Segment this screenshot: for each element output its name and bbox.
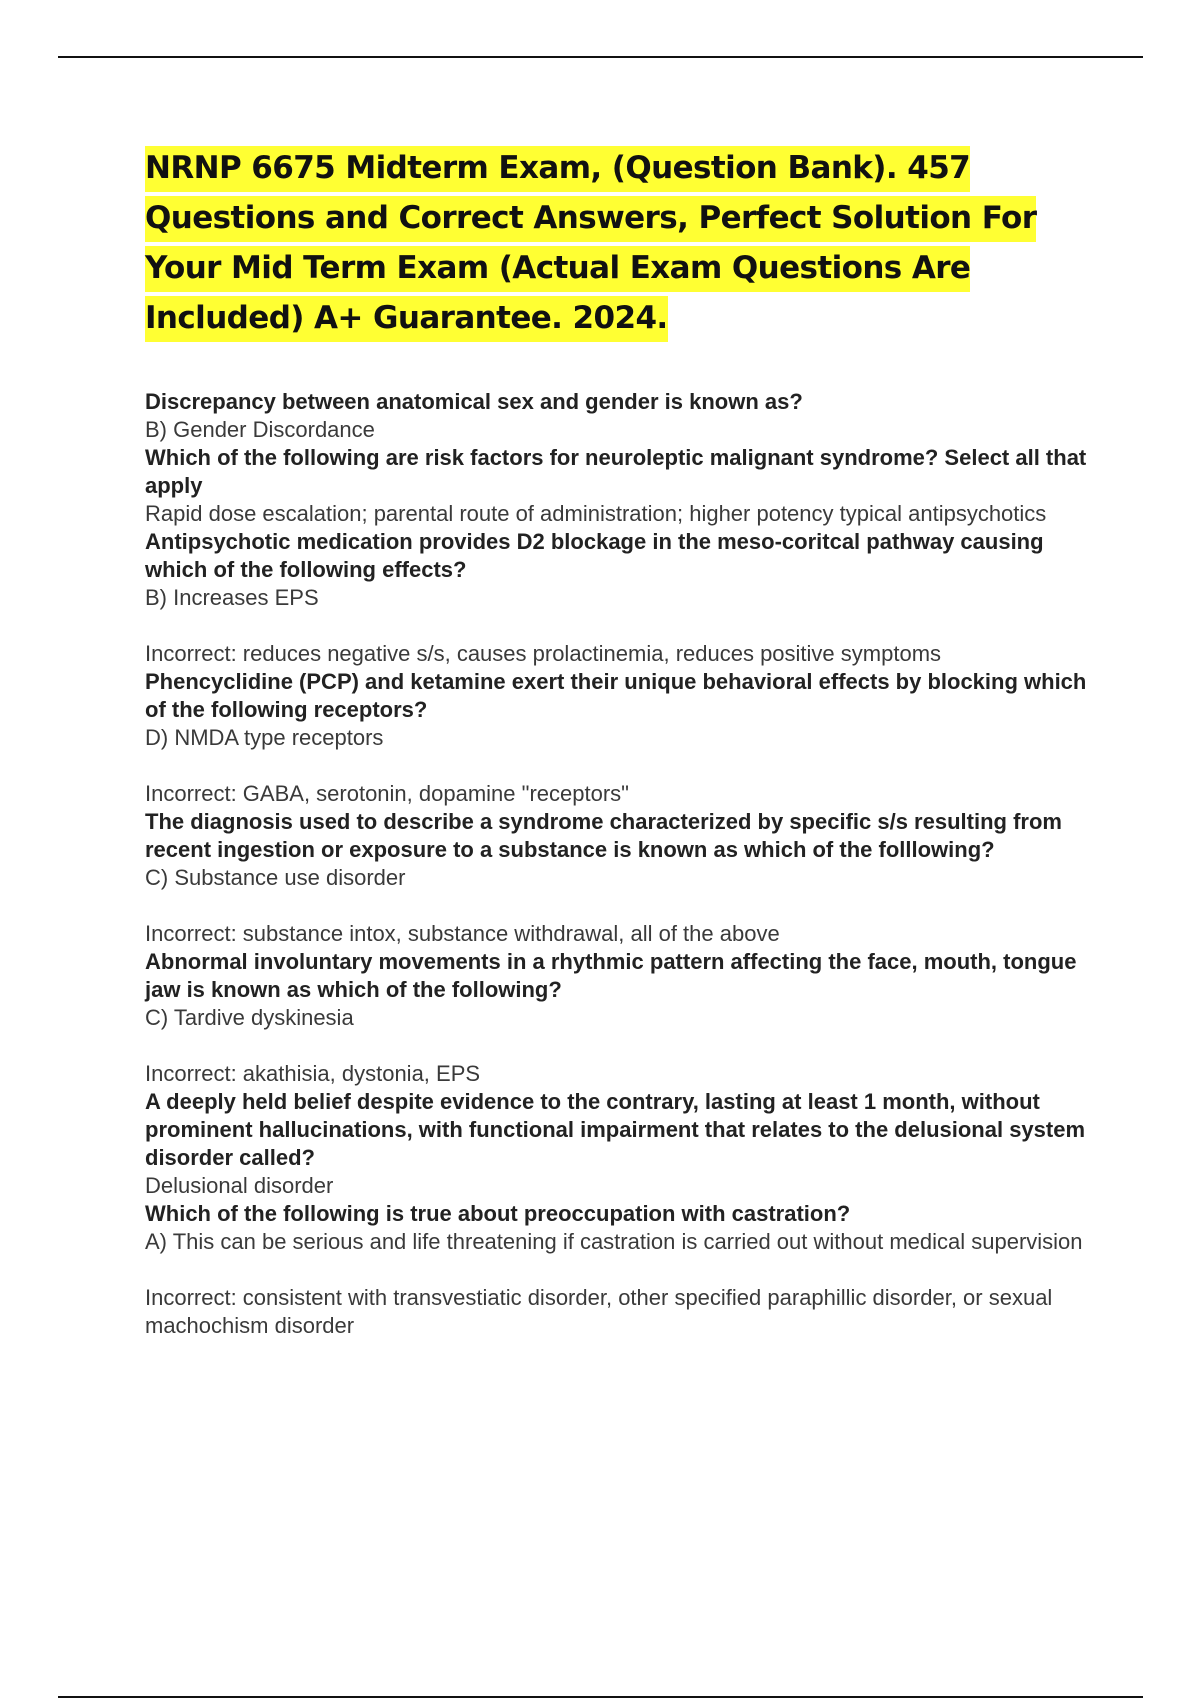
title-block	[145, 143, 1055, 343]
qa-item	[145, 444, 1095, 528]
question-text: Abnormal involuntary movements in a rhythmic pattern affecting the face, mouth, tongue jaw is known as which of the following?	[145, 949, 1077, 1002]
question-text: Discrepancy between anatomical sex and gender is known as?	[145, 389, 803, 414]
blank-line	[145, 892, 1095, 920]
question-text: Antipsychotic medication provides D2 blockage in the meso-coritcal pathway causing which of the following effects?	[145, 529, 1044, 582]
blank-line	[145, 612, 1095, 640]
question-text: Which of the following is true about preoccupation with castration?	[145, 1201, 851, 1226]
footer-rule	[58, 1696, 1143, 1698]
document-title	[145, 143, 1055, 343]
qa-item	[145, 528, 1095, 668]
incorrect-options-note: Incorrect: reduces negative s/s, causes prolactinemia, reduces positive symptoms	[145, 641, 942, 666]
qa-item	[145, 388, 1095, 444]
answer-text: Rapid dose escalation; parental route of administration; higher potency typical antipsychotics	[145, 501, 1047, 526]
question-text: Phencyclidine (PCP) and ketamine exert their unique behavioral effects by blocking which of the following receptors?	[145, 669, 1087, 722]
header-rule	[58, 56, 1143, 58]
answer-text: B) Increases EPS	[145, 585, 319, 610]
answer-text: D) NMDA type receptors	[145, 725, 384, 750]
question-text: Which of the following are risk factors for neuroleptic malignant syndrome? Select all that apply	[145, 445, 1087, 498]
incorrect-options-note: Incorrect: akathisia, dystonia, EPS	[145, 1061, 481, 1086]
blank-line	[145, 752, 1095, 780]
answer-text: C) Substance use disorder	[145, 865, 406, 890]
incorrect-options-note: Incorrect: consistent with transvestiatic disorder, other specified paraphillic disorder, or sexual machochism disorder	[145, 1285, 1053, 1338]
answer-text: A) This can be serious and life threatening if castration is carried out without medical supervision	[145, 1229, 1083, 1254]
blank-line	[145, 1032, 1095, 1060]
answer-text: B) Gender Discordance	[145, 417, 375, 442]
blank-line	[145, 1256, 1095, 1284]
incorrect-options-note: Incorrect: substance intox, substance withdrawal, all of the above	[145, 921, 780, 946]
answer-text: C) Tardive dyskinesia	[145, 1005, 354, 1030]
incorrect-options-note: Incorrect: GABA, serotonin, dopamine "receptors"	[145, 781, 629, 806]
answer-text: Delusional disorder	[145, 1173, 334, 1198]
qa-item	[145, 808, 1095, 948]
qa-item	[145, 1200, 1095, 1340]
qa-item	[145, 948, 1095, 1088]
document-title-highlight: NRNP 6675 Midterm Exam, (Question Bank). 457 Questions and Correct Answers, Perfect Solution For Your Mid Term Exam (Actual Exam Questions Are Included) A+ Guarantee. 2024.	[145, 146, 1036, 342]
qa-item	[145, 1088, 1095, 1200]
qa-item	[145, 668, 1095, 808]
question-text: The diagnosis used to describe a syndrome characterized by specific s/s resulting from recent ingestion or exposure to a substance is known as which of the folllowing?	[145, 809, 1062, 862]
question-text: A deeply held belief despite evidence to the contrary, lasting at least 1 month, without prominent hallucinations, with functional impairment that relates to the delusional system disorder called?	[145, 1089, 1086, 1170]
question-answer-list	[145, 388, 1095, 1340]
